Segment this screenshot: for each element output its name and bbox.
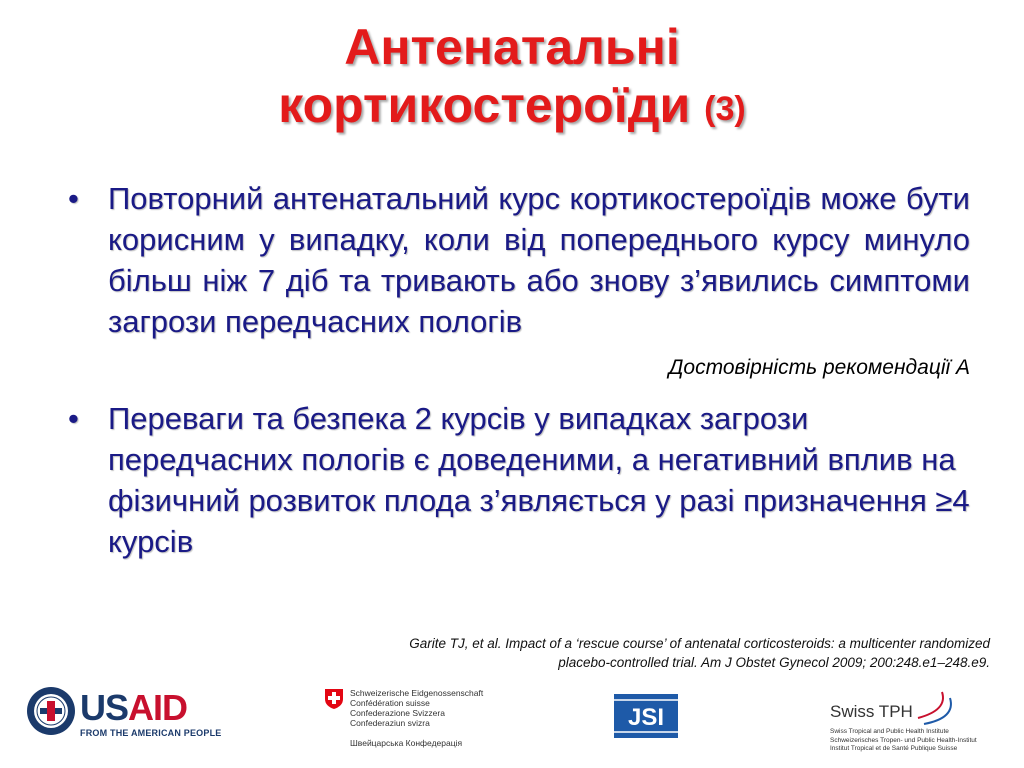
swiss-shield-icon [324, 688, 344, 710]
swiss-tph-institute-names: Swiss Tropical and Public Health Institute Schweizerisches Tropen- und Public Health-Institut Institut Tropical et de Santé Publique Suisse [830, 728, 977, 752]
bullet-marker: • [68, 181, 79, 216]
bullet-text-1: Повторний антенатальний курс кортикостероїдів може бути корисним у випадку, коли від попереднього курсу минуло більш ніж 7 діб та тривають або знову з’явились симптоми загрози передчасних пологів [108, 181, 970, 339]
usaid-seal-icon [26, 686, 76, 736]
citation-line-2: placebo-controlled trial. Am J Obstet Gynecol 2009; 200:248.e1–248.e9. [558, 655, 990, 670]
swiss-confederation-names: Schweizerische Eidgenossenschaft Confédération suisse Confederazione Svizzera Confederaziun svizra [350, 688, 484, 728]
swiss-confederation-ukrainian: Швейцарська Конфедерація [350, 738, 463, 748]
swiss-tph-name: Swiss TPH [830, 702, 913, 721]
citation-line-1: Garite TJ, et al. Impact of a ‘rescue course’ of antenatal corticosteroids: a multicenter randomized [409, 636, 990, 651]
jsi-logo [614, 694, 678, 738]
jsi-logo-text: JSI [627, 704, 665, 731]
reference-citation [350, 634, 990, 672]
usaid-tagline: FROM THE AMERICAN PEOPLE [80, 728, 222, 738]
bullet-text-2: Переваги та безпека 2 курсів у випадках загрози передчасних пологів є доведеними, а негативний вплив на фізичний розвиток плода з’являється у разі призначення ≥4 курсів [108, 401, 970, 559]
slide-title [0, 18, 1024, 138]
footer-logos [0, 680, 1024, 768]
title-line-1: Антенатальні [344, 19, 680, 75]
bullet-marker: • [68, 401, 79, 436]
usaid-logo [80, 687, 222, 738]
bullet-item-2 [68, 398, 970, 562]
bullet-item-1 [68, 178, 970, 342]
title-line-2 [0, 76, 1024, 138]
usaid-wordmark: USAID [80, 687, 188, 728]
evidence-level-note: Достовірність рекомендації А [668, 356, 970, 379]
title-main-text: кортикостероїди [278, 77, 691, 133]
title-part-number: (3) [704, 90, 746, 128]
